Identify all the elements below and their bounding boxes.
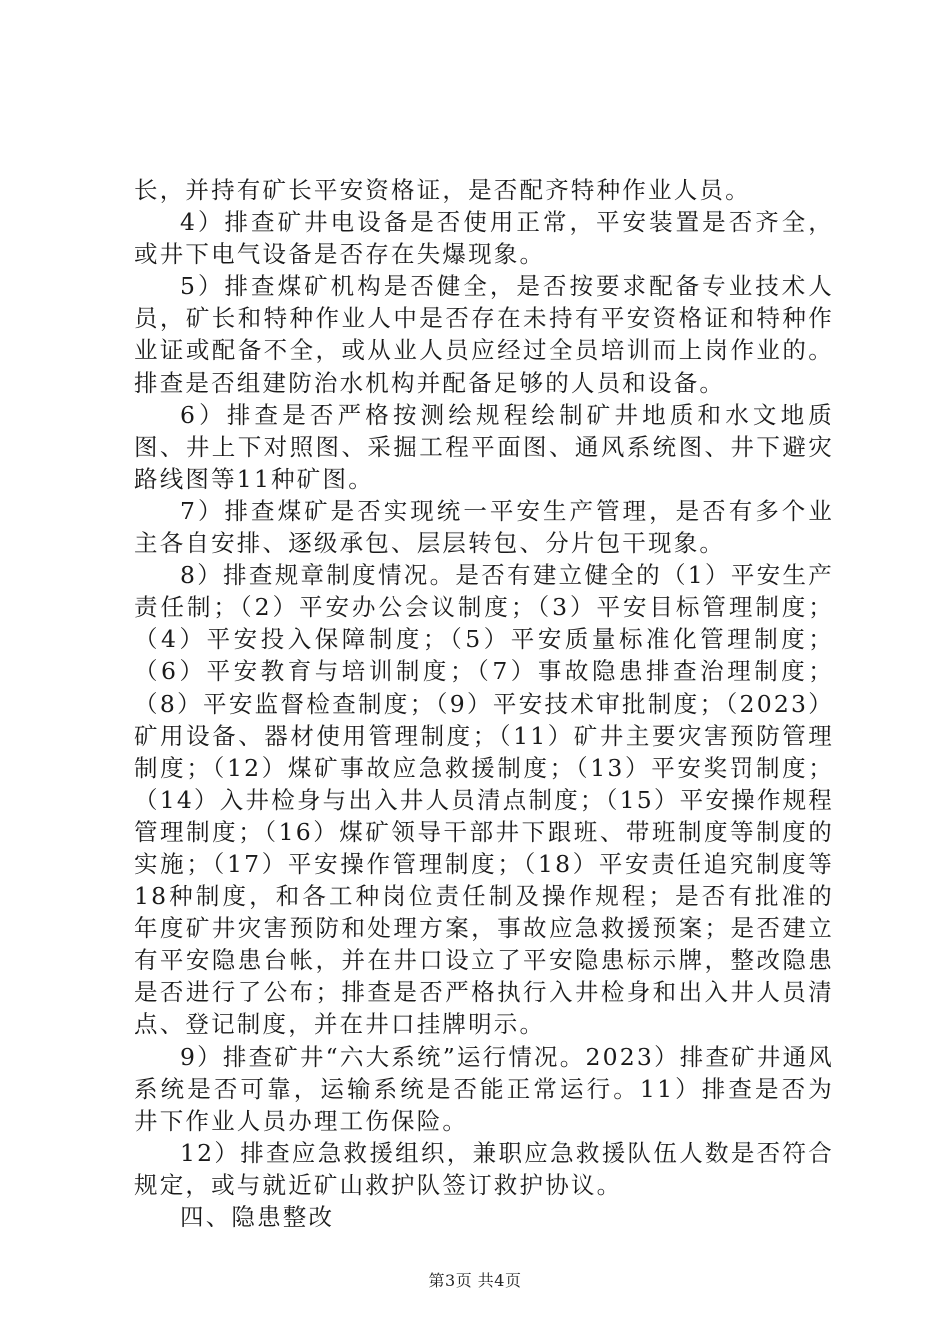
paragraph-item-6: 6）排查是否严格按测绘规程绘制矿井地质和水文地质图、井上下对照图、采掘工程平面图、通风系统图、井下避灾路线图等11种矿图。	[134, 400, 834, 493]
section-heading: 四、隐患整改	[180, 1203, 335, 1231]
paragraph-item-12: 12）排查应急救援组织，兼职应急救援队伍人数是否符合规定，或与就近矿山救护队签订救护协议。	[134, 1138, 834, 1199]
paragraph-item-4: 4）排查矿井电设备是否使用正常，平安装置是否齐全，或井下电气设备是否存在失爆现象。	[134, 208, 834, 269]
paragraph-item-7: 7）排查煤矿是否实现统一平安生产管理，是否有多个业主各自安排、逐级承包、层层转包、分片包干现象。	[134, 496, 834, 558]
page-number-footer: 第3页 共4页	[428, 1271, 522, 1290]
document-body	[134, 174, 834, 1233]
paragraph-item-9: 9）排查矿井“六大系统”运行情况。2023）排查矿井通风系统是否可靠，运输系统是否能正常运行。11）排查是否为井下作业人员办理工伤保险。	[134, 1042, 834, 1135]
paragraph-continuation: 长，并持有矿长平安资格证，是否配齐特种作业人员。	[134, 176, 751, 204]
paragraph-item-5: 5）排查煤矿机构是否健全，是否按要求配备专业技术人员，矿长和特种作业人中是否存在未持有平安资格证和特种作业证或配备不全，或从业人员应经过全员培训而上岗作业的。排查是否组建防治水机构并配备足够的人员和设备。	[134, 272, 834, 397]
paragraph-item-8: 8）排查规章制度情况。是否有建立健全的（1）平安生产责任制；（2）平安办公会议制度；（3）平安目标管理制度；（4）平安投入保障制度；（5）平安质量标准化管理制度；（6）平安教育与培训制度；（7）事故隐患排查治理制度；（8）平安监督检查制度；（9）平安技术审批制度；（2023）矿用设备、器材使用管理制度；（11）矿井主要灾害预防管理制度；（12）煤矿事故应急救援制度；（13）平安奖罚制度；（14）入井检身与出入井人员清点制度；（15）平安操作规程管理制度；（16）煤矿领导干部井下跟班、带班制度等制度的实施；（17）平安操作管理制度；（18）平安责任追究制度等18种制度，和各工种岗位责任制及操作规程；是否有批准的年度矿井灾害预防和处理方案，事故应急救援预案；是否建立有平安隐患台帐，并在井口设立了平安隐患标示牌，整改隐患是否进行了公布；排查是否严格执行入井检身和出入井人员清点、登记制度，并在井口挂牌明示。	[134, 561, 834, 1039]
